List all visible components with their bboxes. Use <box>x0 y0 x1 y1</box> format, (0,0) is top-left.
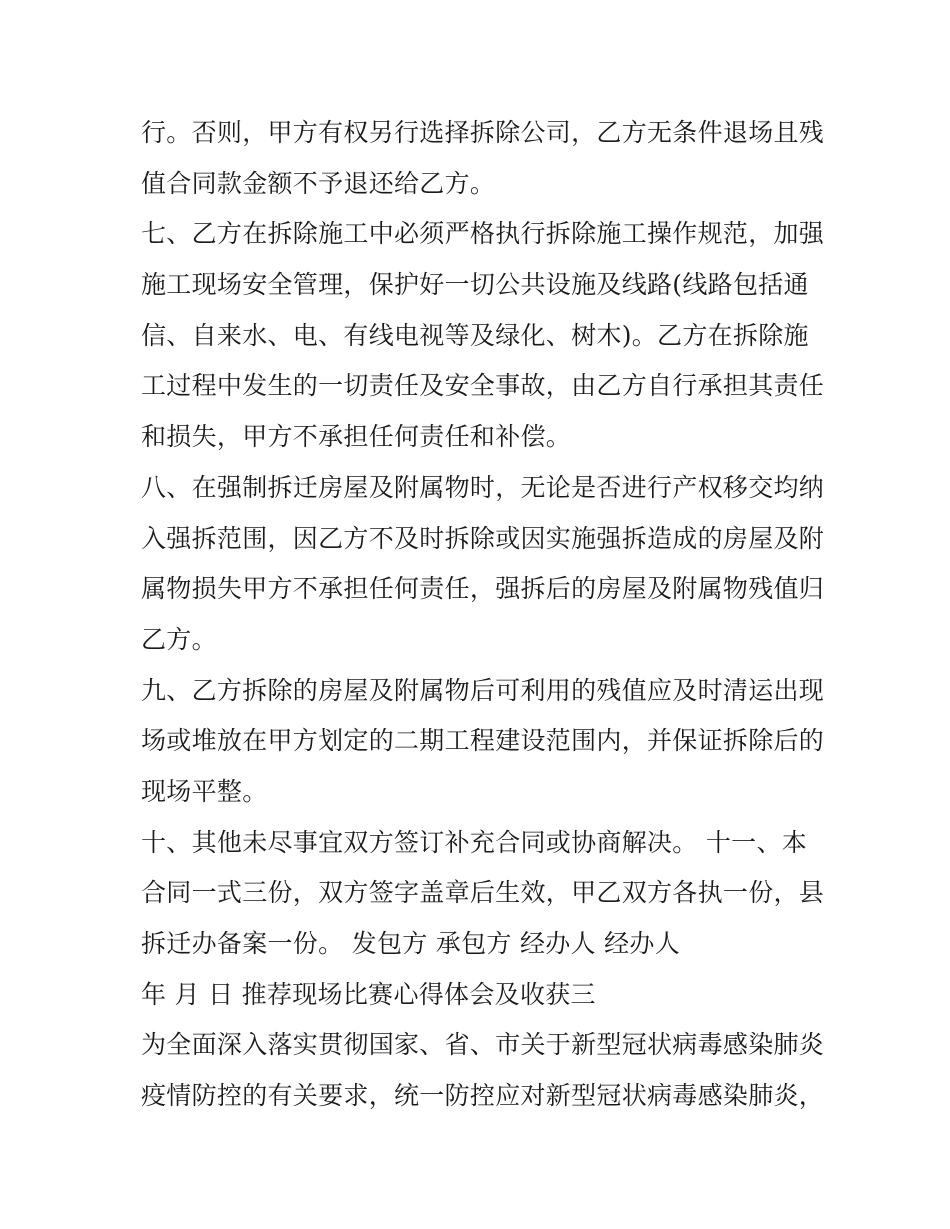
text-line: 入强拆范围，因乙方不及时拆除或因实施强拆造成的房屋及附 <box>141 523 825 553</box>
text-line: 年 月 日 推荐现场比赛心得体会及收获三 <box>141 979 596 1009</box>
text-line: 七、乙方在拆除施工中必须严格执行拆除施工操作规范，加强 <box>141 219 825 249</box>
text-line: 乙方。 <box>141 624 217 654</box>
text-line: 属物损失甲方不承担任何责任，强拆后的房屋及附属物残值归 <box>141 574 825 604</box>
text-line: 工过程中发生的一切责任及安全事故，由乙方自行承担其责任 <box>141 371 825 401</box>
text-line: 信、自来水、电、有线电视等及绿化、树木)。乙方在拆除施 <box>141 320 809 350</box>
text-line: 九、乙方拆除的房屋及附属物后可利用的残值应及时清运出现 <box>141 675 825 705</box>
text-line: 施工现场安全管理，保护好一切公共设施及线路(线路包括通 <box>141 270 809 300</box>
text-line: 拆迁办备案一份。 发包方 承包方 经办人 经办人 <box>141 929 680 958</box>
text-line: 疫情防控的有关要求，统一防控应对新型冠状病毒感染肺炎， <box>141 1081 825 1111</box>
text-line: 值合同款金额不予退还给乙方。 <box>141 168 496 198</box>
text-line: 行。否则，甲方有权另行选择拆除公司，乙方无条件退场且残 <box>141 118 825 147</box>
text-line: 八、在强制拆迁房屋及附属物时，无论是否进行产权移交均纳 <box>141 472 825 502</box>
text-line: 现场平整。 <box>141 776 268 806</box>
text-line: 场或堆放在甲方划定的二期工程建设范围内，并保证拆除后的 <box>141 726 825 756</box>
text-line: 为全面深入落实贯彻国家、省、市关于新型冠状病毒感染肺炎 <box>141 1030 825 1060</box>
text-line: 十、其他未尽事宜双方签订补充合同或协商解决。 十一、本 <box>141 827 808 857</box>
text-line: 合同一式三份，双方签字盖章后生效，甲乙双方各执一份，县 <box>141 878 825 908</box>
document-body <box>141 108 825 1122</box>
text-line: 和损失，甲方不承担任何责任和补偿。 <box>141 422 572 452</box>
